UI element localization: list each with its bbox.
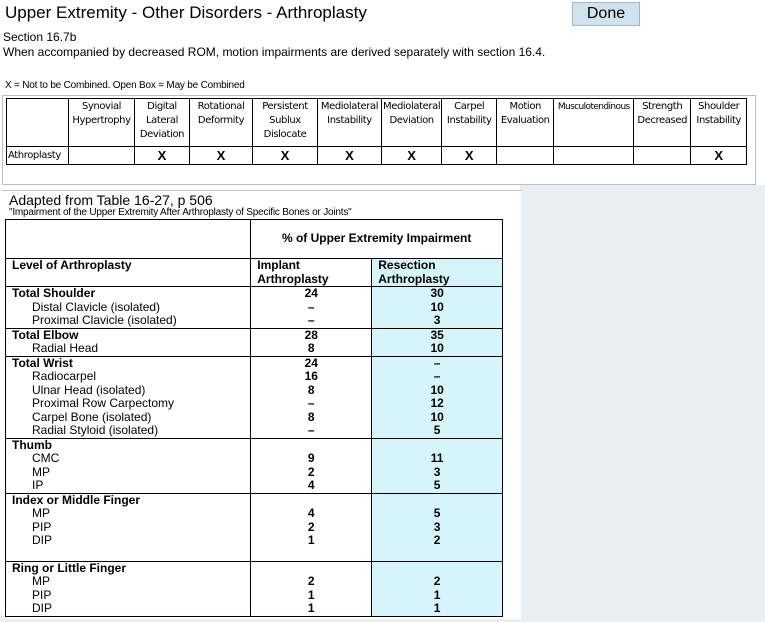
implant-value: – [307,299,315,314]
level-item: Radial Head [32,341,99,355]
combination-panel [2,95,756,185]
implant-cell [251,438,372,493]
pct-header: % of Upper Extremity Impairment [251,220,503,259]
combination-table [6,98,747,165]
implant-value: 4 [307,506,315,520]
implant-cell [251,356,372,438]
level-item: Ulnar Head (isolated) [32,382,146,397]
group-title: Index or Middle Finger [12,492,141,507]
resection-value: – [433,369,441,383]
implant-value: 2 [307,519,315,534]
section-label: Section 16.7b [3,30,77,44]
resection-value [374,439,500,453]
combination-header-cell: Mediolateral Instability [318,99,382,147]
implant-value: 8 [307,382,315,397]
resection-value: 5 [433,423,441,437]
implant-value [253,562,369,576]
implant-cell [251,493,372,561]
level-header: Level of Arthroplasty [6,259,251,287]
group-title: Total Elbow [12,327,79,342]
level-item: Distal Clavicle (isolated) [32,299,161,314]
implant-value: – [307,396,315,410]
resection-cell [372,328,503,356]
resection-value: 30 [430,286,444,300]
combination-mark: X [442,147,497,165]
header-area [0,0,765,80]
resection-value: 10 [430,382,444,397]
combination-header-cell: Rotational Deformity [190,99,253,147]
combination-header-cell: Mediolateral Deviation [382,99,442,147]
combination-mark: X [190,147,253,165]
level-item: MP [32,464,50,479]
header-blank [6,220,251,259]
implant-value [253,494,369,508]
resection-cell [372,356,503,438]
impairment-table [5,219,503,617]
implant-value: 24 [304,355,318,370]
resection-header: Resection Arthroplasty [372,259,503,287]
level-item: DIP [32,533,53,547]
resection-value: 35 [430,327,444,342]
level-cell [6,287,251,329]
implant-value [253,439,369,453]
resection-value [374,494,500,508]
resection-value: 10 [430,341,444,355]
combination-header-cell: Digital Lateral Deviation [135,99,190,147]
combination-header-blank [7,99,69,147]
level-item: Carpel Bone (isolated) [32,409,152,424]
implant-value: 16 [304,369,318,383]
background-panel [520,185,765,622]
level-item: DIP [32,601,53,615]
resection-value: 11 [430,451,444,465]
combination-mark: X [318,147,382,165]
resection-value [374,562,500,576]
combination-mark [634,147,691,165]
implant-cell [251,287,372,329]
table-row [6,438,503,493]
level-cell [6,328,251,356]
combination-header-cell: Motion Evaluation [497,99,554,147]
done-button[interactable]: Done [572,2,640,26]
table-subtitle: "Impairment of the Upper Extremity After Arthroplasty of Specific Bones or Joints" [9,207,352,218]
combination-mark [69,147,135,165]
implant-value: 9 [307,451,315,465]
table-row [6,493,503,561]
resection-value: – [433,355,441,370]
implant-value: 2 [307,464,315,479]
combination-legend: X = Not to be Combined. Open Box = May be Combined [5,80,245,91]
level-cell [6,493,251,561]
level-item: PIP [32,519,52,534]
implant-cell [251,328,372,356]
combination-mark [554,147,634,165]
resection-value: 1 [433,601,441,615]
resection-value: 3 [433,464,441,479]
level-item: Proximal Clavicle (isolated) [32,313,177,327]
level-item: Radiocarpel [32,369,97,383]
implant-value: – [307,313,315,327]
implant-header: Implant Arthroplasty [251,259,372,287]
implant-value: 4 [307,478,315,492]
table-row [6,287,503,329]
implant-value: 1 [307,533,315,547]
resection-value: 5 [433,506,441,520]
level-cell [6,561,251,616]
combination-row-label: Athroplasty [7,147,69,165]
resection-cell [372,287,503,329]
table-row [6,328,503,356]
implant-value: 24 [304,286,318,300]
resection-value: 10 [430,409,444,424]
resection-cell [372,561,503,616]
resection-value: 3 [433,313,441,327]
resection-value: 12 [430,396,444,410]
group-title: Total Wrist [12,355,73,370]
resection-value: 1 [433,587,441,602]
combination-header-cell: Synovial Hypertrophy [69,99,135,147]
level-cell [6,356,251,438]
combination-header-cell: Carpel Instability [442,99,497,147]
level-item: Proximal Row Carpectomy [32,396,175,410]
group-title: Ring or Little Finger [12,560,126,575]
level-item: MP [32,506,50,520]
combination-header-cell: Shoulder Instability [691,99,747,147]
table-source: Adapted from Table 16-27, p 506 [9,192,213,208]
combination-mark: X [253,147,318,165]
implant-cell [251,561,372,616]
implant-value: 1 [307,587,315,602]
resection-value: 2 [433,533,441,547]
combination-mark: X [382,147,442,165]
combination-header-cell: Persistent Sublux Dislocate [253,99,318,147]
level-item: Radial Styloid (isolated) [32,423,159,437]
implant-value: 28 [304,327,318,342]
page-title: Upper Extremity - Other Disorders - Arthroplasty [5,3,367,22]
level-item: CMC [32,451,60,465]
level-cell [6,438,251,493]
implant-value: 2 [307,574,315,588]
table-row [6,561,503,616]
combination-mark: X [135,147,190,165]
level-item: MP [32,574,50,588]
level-item: PIP [32,587,52,602]
table-row [6,356,503,438]
combination-header-cell: Strength Decreased [634,99,691,147]
rom-note: When accompanied by decreased ROM, motion impairments are derived separately with section 16.4. [3,45,546,59]
resection-value: 10 [430,299,444,314]
resection-value: 3 [433,519,441,534]
implant-value: – [307,423,315,437]
resection-cell [372,493,503,561]
implant-value: 1 [307,601,315,615]
implant-value: 8 [307,341,315,355]
combination-header-cell: Musculotendinous [554,99,634,147]
group-title: Total Shoulder [12,286,96,300]
level-item: IP [32,478,44,492]
resection-value: 2 [433,574,441,588]
combination-mark [497,147,554,165]
combination-mark: X [691,147,747,165]
group-title: Thumb [12,437,52,452]
implant-value: 8 [307,409,315,424]
resection-value: 5 [433,478,441,492]
resection-cell [372,438,503,493]
